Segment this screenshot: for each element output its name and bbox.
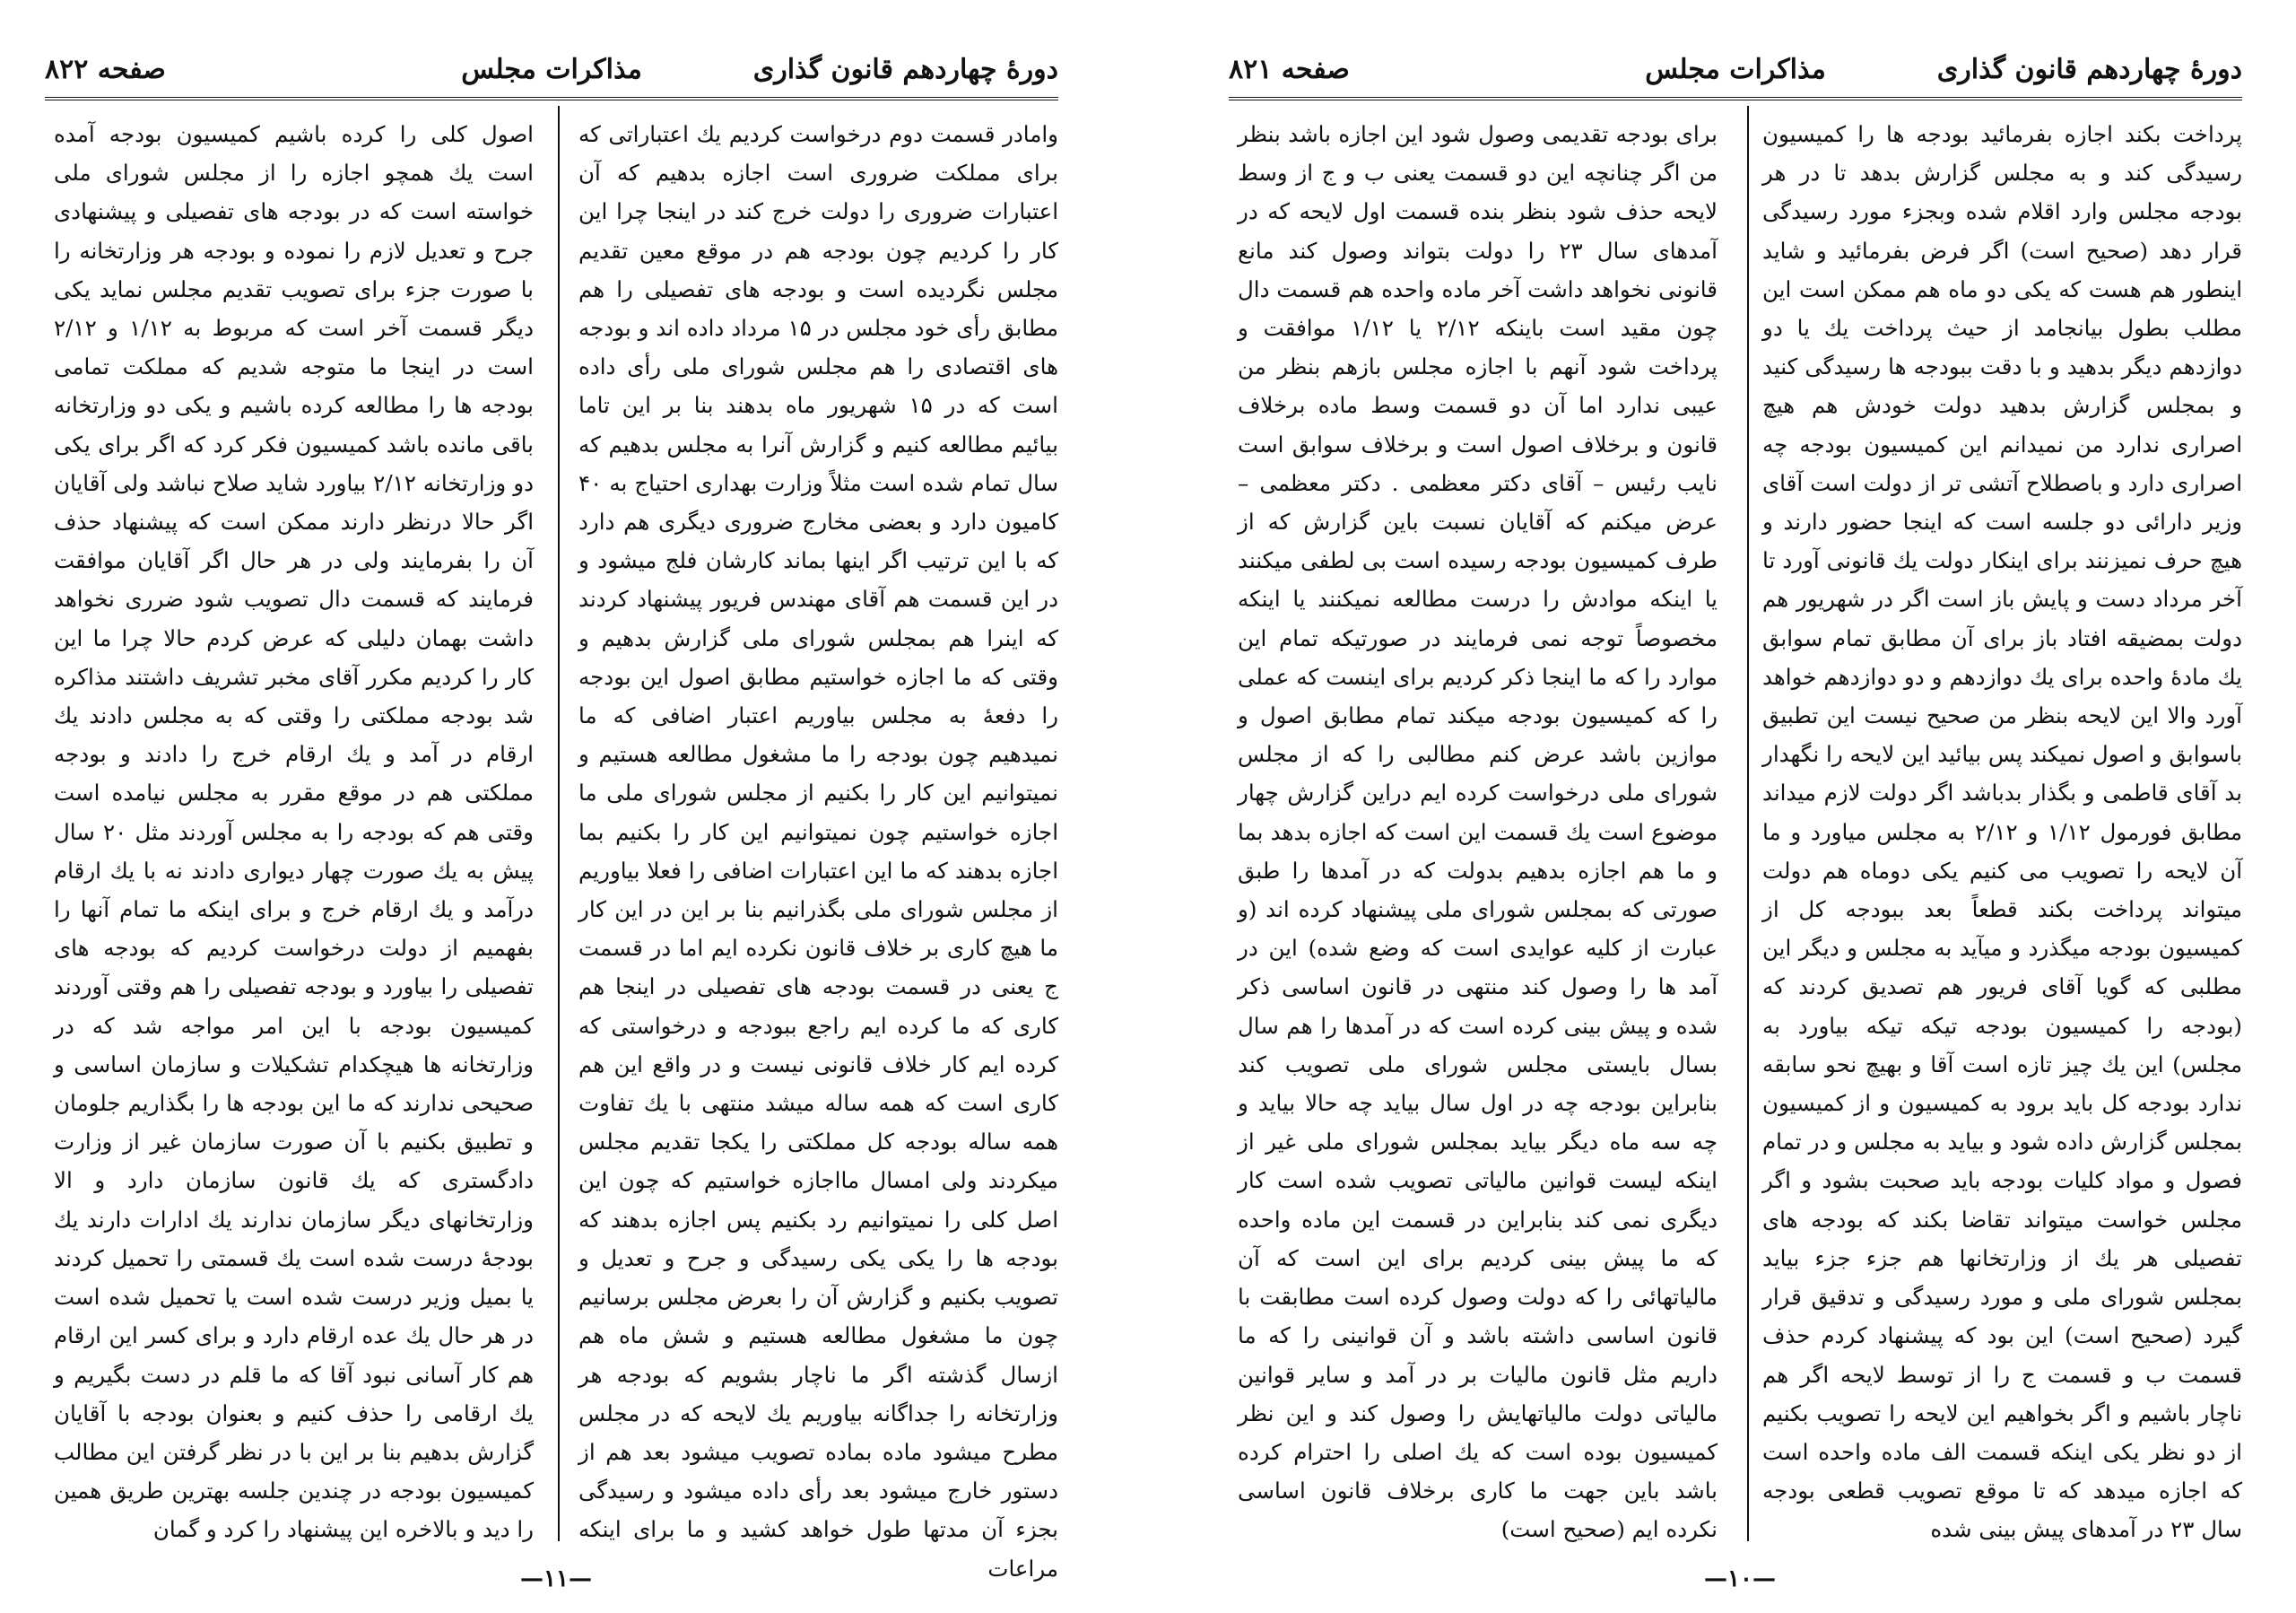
left-header-center: مذاکرات مجلس — [461, 54, 642, 85]
right-page-left-column-text: برای بودجه تقدیمی وصول شود این اجازه باشد بنظر من اگر چنانچه این دو قسمت یعنی ب و ج از وسط لایحه حذف شود بنظر بنده قسمت اول لایحه که در آمدهای سال ۲۳ را دولت بتواند وصول کند مانع قانونی نخواهد داشت آخر ماده واحده هم قسمت دال چون مقید است باینکه ۲/۱۲ یا ۱/۱۲ موافقت و پرداخت شود آنهم با اجازه مجلس بازهم بنظر من عیبی ندارد اما آن دو قسمت وسط ماده برخلاف قانون و برخلاف اصول است و برخلاف سوابق است نایب رئیس – آقای دکتر معظمی . دکتر معظمی – عرض میکنم که آقایان نسبت باین گزارش که از طرف کمیسیون بودجه رسیده است بی لطفی میکنند یا اینکه موادش را درست مطالعه نمیکنند یا اینکه مخصوصاً توجه نمی فرمایند در صورتیکه تمام این موارد را که ما اینجا ذکر کردیم برای اینست که عملی را که کمیسیون بودجه میکند تمام مطابق اصول و موازین باشد عرض کنم مطالبی را که از مجلس شورای ملی درخواست کرده ایم دراین گزارش چهار موضوع است یك قسمت این است که اجازه بدهد بما و ما هم اجازه بدهیم بدولت که در آمدها را طبق صورتی که بمجلس شورای ملی پیشنهاد کرده اند (و عبارت از کلیه عوایدی است که وضع شده) این در آمد ها را وصول کند منتهی در قانون اساسی ذکر شده و پیش بینی کرده است که در آمدها را هم سال بسال بایستی مجلس شورای ملی تصویب کند بنابراین بودجه چه در اول سال بیاید چه حالا بیاید و چه سه ماه دیگر بیاید بمجلس شورای ملی غیر از اینکه لیست قوانین مالیاتی تصویب شده است کار دیگری نمی کند بنابراین در قسمت این ماده واحده که ما پیش بینی کردیم برای این است که آن مالیاتهائی را که دولت وصول کرده است مطابقت با قانون اساسی داشته باشد و آن قوانینی را که ما داریم مثل قانون مالیات بر در آمد و سایر قوانین مالیاتی دولت مالیاتهایش را وصول کند و این نظر کمیسیون بوده است که یك اصلی را احترام کرده باشد باین جهت ما کاری برخلاف قانون اساسی نکرده ایم (صحیح است) — [1238, 121, 1718, 1543]
right-header-title: دورهٔ چهاردهم قانون گذاری — [1936, 54, 2242, 85]
right-page-right-column-text: پرداخت بکند اجازه بفرمائید بودجه ها را کمیسیون رسیدگی کند و به مجلس گزارش بدهد تا در هر بودجه مجلس وارد اقلام شده وبجزء مورد رسیدگی قرار دهد (صحیح است) اگر فرض بفرمائید و شاید اینطور هم هست که یکی دو ماه هم ممکن است این مطلب بطول بیانجامد از حیث پرداخت یك یا دو دوازدهم دیگر بدهید و با دقت ببودجه ها رسیدگی کنید و بمجلس گزارش بدهید دولت خودش هم هیچ اصراری ندارد من نمیدانم این کمیسیون بودجه چه اصراری دارد و باصطلاح آتشی تر از دولت است آقای وزیر دارائی دو جلسه است که اینجا حضور دارند و هیچ حرف نمیزنند برای اینکار دولت یك قانونی آورد تا آخر مرداد دست و پایش باز است اگر در شهریور هم دولت بمضیقه افتاد باز برای آن مطابق تمام سوابق یك مادهٔ واحده برای یك دوازدهم و دو دوازدهم خواهد آورد والا این لایحه بنظر من صحیح نیست این تطبیق باسوابق و اصول نمیکند پس بیائید این لایحه را نگهدار بد آقای قاطمی و بگذار بدباشد اگر دولت لازم میداند مطابق فورمول ۱/۱۲ و ۲/۱۲ به مجلس میاورد و ما آن لایحه را تصویب می کنیم یکی دوماه هم دولت میتواند پرداخت بکند قطعاً بعد ببودجه کل از کمیسیون بودجه میگذرد و میآید به مجلس و دیگر این مطلبی که گویا آقای فریور هم تصدیق کردند که (بودجه را کمیسیون بودجه تیکه تیکه بیاورد به مجلس) این یك چیز تازه است آقا و بهیچ نحو سابقه ندارد بودجه کل باید برود به کمیسیون و از کمیسیون بمجلس گزارش داده شود و بیاید به مجلس و در تمام فصول و مواد کلیات بودجه باید صحبت بشود و اگر مجلس خواست میتواند تقاضا بکند که بودجه های تفصیلی هر یك از وزارتخانها هم جزء جزء بیاید بمجلس شورای ملی و مورد رسیدگی و تدقیق قرار گیرد (صحیح است) این بود که پیشنهاد کردم حذف قسمت ب و قسمت ج را از توسط لایحه اگر هم ناچار باشیم و اگر بخواهیم این لایحه را تصویب بکنیم از دو نظر یکی اینکه قسمت الف ماده واحده است که اجازه میدهد که تا موقع تصویب قطعی بودجه سال ۲۳ در آمدهای پیش بینی شده — [1762, 121, 2242, 1543]
right-page-left-column — [1238, 115, 1718, 1543]
left-page-footer: —۱۱— — [520, 1565, 592, 1592]
left-page-left-column — [54, 115, 534, 1543]
right-header-rule — [1229, 97, 2242, 100]
right-header-page-number: صفحه ۸۲۱ — [1229, 54, 1350, 85]
left-page-column-divider — [558, 106, 560, 1541]
left-page-right-column-text: وامادر قسمت دوم درخواست کردیم یك اعتباراتی که برای مملکت ضروری است اجازه بدهیم که آن اعتبارات ضروری را دولت خرج کند در اینجا چرا این کار را کردیم چون بودجه هم در موقع معین تقدیم مجلس نگردیده است و بودجه های تفصیلی را هم مطابق رأی خود مجلس در ۱۵ مرداد داده اند و بودجه های اقتصادی را هم مجلس شورای ملی رأی داده است که در ۱۵ شهریور ماه بدهند بنا بر این تاما بیائیم مطالعه کنیم و گزارش آنرا به مجلس بدهیم که سال تمام شده است مثلاً وزارت بهداری احتیاج به ۴۰ کامیون دارد و بعضی مخارج ضروری دیگری هم دارد که با این ترتیب اگر اینها بماند کارشان فلج میشود و در این قسمت هم آقای مهندس فریور پیشنهاد کردند که اینرا هم بمجلس شورای ملی گزارش بدهیم و وقتی که ما اجازه خواستیم مطابق اصول این بودجه را دفعهٔ به مجلس بیاوریم اعتبار اضافی که ما نمیدهیم چون بودجه را ما مشغول مطالعه هستیم و نمیتوانیم این کار را بکنیم از مجلس شورای ملی ما اجازه خواستیم چون نمیتوانیم این کار را بکنیم بما اجازه بدهند که ما این اعتبارات اضافی را فعلا بیاوریم از مجلس شورای ملی بگذرانیم بنا بر این در این کار ما هیچ کاری بر خلاف قانون نکرده ایم اما در قسمت ج یعنی در قسمت بودجه های تفصیلی در اینجا هم کاری که ما کرده ایم راجع ببودجه و درخواستی که کرده ایم کار خلاف قانونی نیست و در واقع این هم کاری است که همه ساله میشد منتهی با یك تفاوت همه ساله بودجه کل مملکتی را یکجا تقدیم مجلس میکردند ولی امسال مااجازه خواستیم که چون این اصل کلی را نمیتوانیم رد بکنیم پس اجازه بدهند که بودجه ها را یکی یکی رسیدگی و جرح و تعدیل و تصویب بکنیم و گزارش آن را بعرض مجلس برسانیم چون ما مشغول مطالعه هستیم و شش ماه هم ازسال گذشته اگر ما ناچار بشویم که بودجه هر وزارتخانه را جداگانه بیاوریم یك لایحه که در مجلس مطرح میشود ماده بماده تصویب میشود بعد هم از دستور خارج میشود بعد رأی داده میشود و رسیدگی بجزء آن مدتها طول خواهد کشید و ما برای اینکه مراعات — [578, 121, 1058, 1582]
right-page-column-divider — [1747, 106, 1749, 1541]
left-header-title: دورهٔ چهاردهم قانون گذاری — [752, 54, 1058, 85]
right-header-center: مذاکرات مجلس — [1645, 54, 1826, 85]
left-page-left-column-text: اصول کلی را کرده باشیم کمیسیون بودجه آمده است یك همچو اجازه را از مجلس شورای ملی خواسته است که در بودجه های تفصیلی و پیشنهادی جرح و تعدیل لازم را نموده و بودجه هر وزارتخانه را با صورت جزء برای تصویب تقدیم مجلس نماید یکی دیگر قسمت آخر است که مربوط به ۱/۱۲ و ۲/۱۲ است در اینجا ما متوجه شدیم که مملکت تمامی بودجه ها را مطالعه کرده باشیم و یکی دو وزارتخانه باقی مانده باشد کمیسیون فکر کرد که اگر برای یکی دو وزارتخانه ۲/۱۲ بیاورد شاید صلاح نباشد ولی آقایان اگر حالا درنظر دارند ممکن است که پیشنهاد حذف آن را بفرمایند ولی در هر حال اگر آقایان موافقت فرمایند که قسمت دال تصویب شود ضرری نخواهد داشت بهمان دلیلی که عرض کردم حالا چرا ما این کار را کردیم مکرر آقای مخبر تشریف داشتند مذاکره شد بودجه مملکتی را وقتی که به مجلس دادند یك ارقام در آمد و یك ارقام خرج را دادند و بودجه مملکتی هم در موقع مقرر به مجلس نیامده است وقتی هم که بودجه را به مجلس آوردند مثل ۲۰ سال پیش به یك صورت چهار دیواری دادند نه با یك ارقام درآمد و یك ارقام خرج و برای اینکه ما تمام آنها را بفهمیم از دولت درخواست کردیم که بودجه های تفصیلی را بیاورد و بودجه تفصیلی را هم وقتی آوردند کمیسیون بودجه با این امر مواجه شد که در وزارتخانه ها هیچکدام تشکیلات و سازمان اساسی و صحیحی ندارند که ما این بودجه ها را بگذاریم جلومان و تطبیق بکنیم با آن صورت سازمان غیر از وزارت دادگستری که یك قانون سازمان دارد و الا وزارتخانهای دیگر سازمان ندارند یك ادارات دارند یك بودجهٔ درست شده است یك قسمتی را تحمیل کردند یا بمیل وزیر درست شده است یا تحمیل شده است در هر حال یك عده ارقام دارد و برای کسر این ارقام هم کار آسانی نبود آقا که ما قلم در دست بگیریم و یك ارقامی را حذف کنیم و بعنوان بودجه با آقایان گزارش بدهیم بنا بر این با در نظر گرفتن این مطالب کمیسیون بودجه در چندین جلسه بهترین طریق همین را دید و بالاخره این پیشنهاد را کرد و گمان — [54, 121, 534, 1543]
left-page-right-column — [578, 115, 1058, 1582]
left-header-rule — [45, 97, 1058, 100]
right-page-right-column — [1762, 115, 2242, 1543]
right-page — [1184, 0, 2296, 1613]
left-page — [0, 0, 1112, 1613]
right-page-footer: —۱۰— — [1704, 1565, 1776, 1592]
left-header-page-number: صفحه ۸۲۲ — [45, 54, 166, 85]
